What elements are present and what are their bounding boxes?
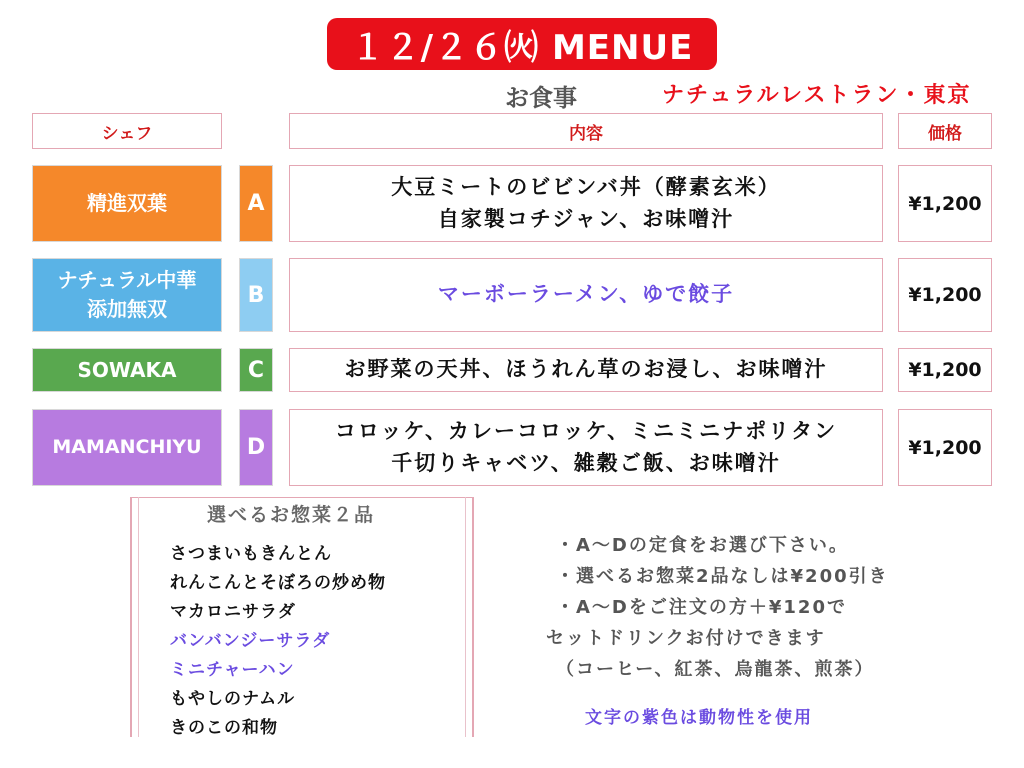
content-a-line-2: 自家製コチジャン、お味噌汁	[437, 206, 735, 231]
chef-a	[32, 165, 222, 242]
content-d-line-2: 千切りキャベツ、雑穀ご飯、お味噌汁	[391, 450, 781, 475]
content-c-line-1: お野菜の天丼、ほうれん草のお浸し、お味噌汁	[344, 357, 828, 382]
set-letter-d: D	[239, 409, 273, 486]
column-header-chef: シェフ	[32, 113, 222, 149]
note-line: セットドリンクお付けできます	[546, 628, 826, 649]
ordering-notes	[546, 530, 889, 685]
content-d-line-1: コロッケ、カレーコロッケ、ミニミニナポリタン	[334, 419, 838, 443]
side-dish-item: れんこんとそぼろの炒め物	[170, 573, 386, 593]
chef-b-name-line-2: 添加無双	[87, 297, 167, 321]
side-dish-item: さつまいもきんとん	[170, 544, 332, 564]
side-dishes-title: 選べるお惣菜２品	[207, 504, 376, 526]
note-line: ・A～Dの定食をお選び下さい。	[556, 535, 849, 556]
content-a	[289, 165, 883, 242]
column-header-content: 内容	[289, 113, 883, 149]
chef-b	[32, 258, 222, 332]
side-dish-item: もやしのナムル	[170, 689, 296, 709]
note-line: （コーヒー、紅茶、烏龍茶、煎茶）	[556, 659, 875, 680]
animal-product-footnote: 文字の紫色は動物性を使用	[585, 708, 813, 728]
price-d: ¥1,200	[898, 409, 992, 486]
restaurant-name: ナチュラルレストラン・東京	[662, 83, 972, 108]
price-a: ¥1,200	[898, 165, 992, 242]
side-dish-item: マカロニサラダ	[170, 602, 296, 622]
side-dish-item: きのこの和物	[170, 718, 278, 738]
content-d	[289, 409, 883, 486]
price-b: ¥1,200	[898, 258, 992, 332]
set-letter-a: A	[239, 165, 273, 242]
note-line: ・選べるお惣菜2品なしは¥200引き	[556, 566, 889, 587]
price-c: ¥1,200	[898, 348, 992, 392]
column-header-price: 価格	[898, 113, 992, 149]
side-dish-item: ミニチャーハン	[170, 660, 295, 680]
set-letter-c: C	[239, 348, 273, 392]
page-title: １２/２６㈫ MENUE	[327, 18, 717, 70]
note-line: ・A～Dをご注文の方＋¥120で	[556, 597, 847, 618]
chef-d	[32, 409, 222, 486]
chef-b-name-line-1: ナチュラル中華	[57, 268, 197, 292]
set-letter-b: B	[239, 258, 273, 332]
chef-d-name: MAMANCHIYU	[52, 435, 202, 458]
content-a-line-1: 大豆ミートのビビンバ丼（酵素玄米）	[391, 175, 781, 199]
chef-c	[32, 348, 222, 392]
side-dish-item: バンバンジーサラダ	[170, 631, 331, 651]
side-dishes-list	[170, 540, 386, 743]
menu-subtitle: お食事	[505, 84, 577, 112]
content-b	[289, 258, 883, 332]
content-c	[289, 348, 883, 392]
chef-c-name: SOWAKA	[77, 357, 177, 382]
content-b-line-1: マーボーラーメン、ゆで餃子	[437, 282, 735, 307]
chef-a-name: 精進双葉	[87, 191, 167, 215]
